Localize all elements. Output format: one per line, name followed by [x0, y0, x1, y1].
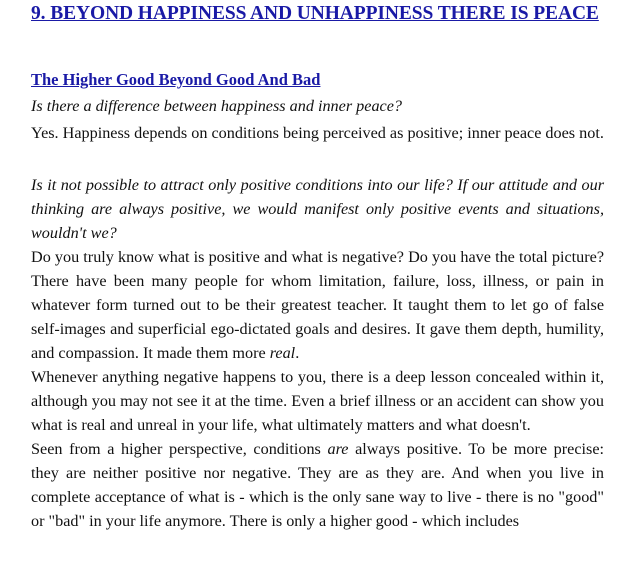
question-2: Is it not possible to attract only positive conditions into our life? If our attitude and our thinking are always positive, we would manifest only positive events and situations, wouldn't we?	[31, 176, 604, 242]
answer-1: Yes. Happiness depends on conditions being perceived as positive; inner peace does not.	[31, 124, 604, 142]
answer-4	[31, 437, 604, 533]
answer-2-text: Do you truly know what is positive and what is negative? Do you have the total picture? There have been many people for whom limitation, failure, loss, illness, or pain in whatever form turned out to be their greatest teacher. It taught them to let go of false self-images and superficial ego-dictated goals and desires. It gave them depth, humility, and compassion. It made them more	[31, 248, 604, 362]
answer-4-text: Seen from a higher perspective, conditions	[31, 440, 328, 458]
answer-3: Whenever anything negative happens to you, there is a deep lesson concealed within it, although you may not see it at the time. Even a brief illness or an accident can show you what is real and unreal in your life, what ultimately matters and what doesn't.	[31, 368, 604, 434]
section-title-link[interactable]: The Higher Good Beyond Good And Bad	[31, 70, 321, 89]
question-1: Is there a difference between happiness and inner peace?	[31, 97, 403, 115]
chapter-title-link[interactable]: 9. BEYOND HAPPINESS AND UNHAPPINESS THERE IS PEACE	[31, 3, 599, 24]
answer-2-emphasis: real	[269, 344, 296, 362]
document-body	[31, 94, 604, 533]
answer-4-rest: always positive. To be more precise: they are neither positive nor negative. They are as they are. And when you live in complete acceptance of what is - which is the only sane way to live - there is no "good" or "bad" in your life anymore. There is only a higher good - which includes	[31, 440, 604, 530]
answer-4-emphasis: are	[327, 440, 349, 458]
answer-2-end: .	[295, 344, 300, 362]
answer-2	[31, 245, 604, 365]
